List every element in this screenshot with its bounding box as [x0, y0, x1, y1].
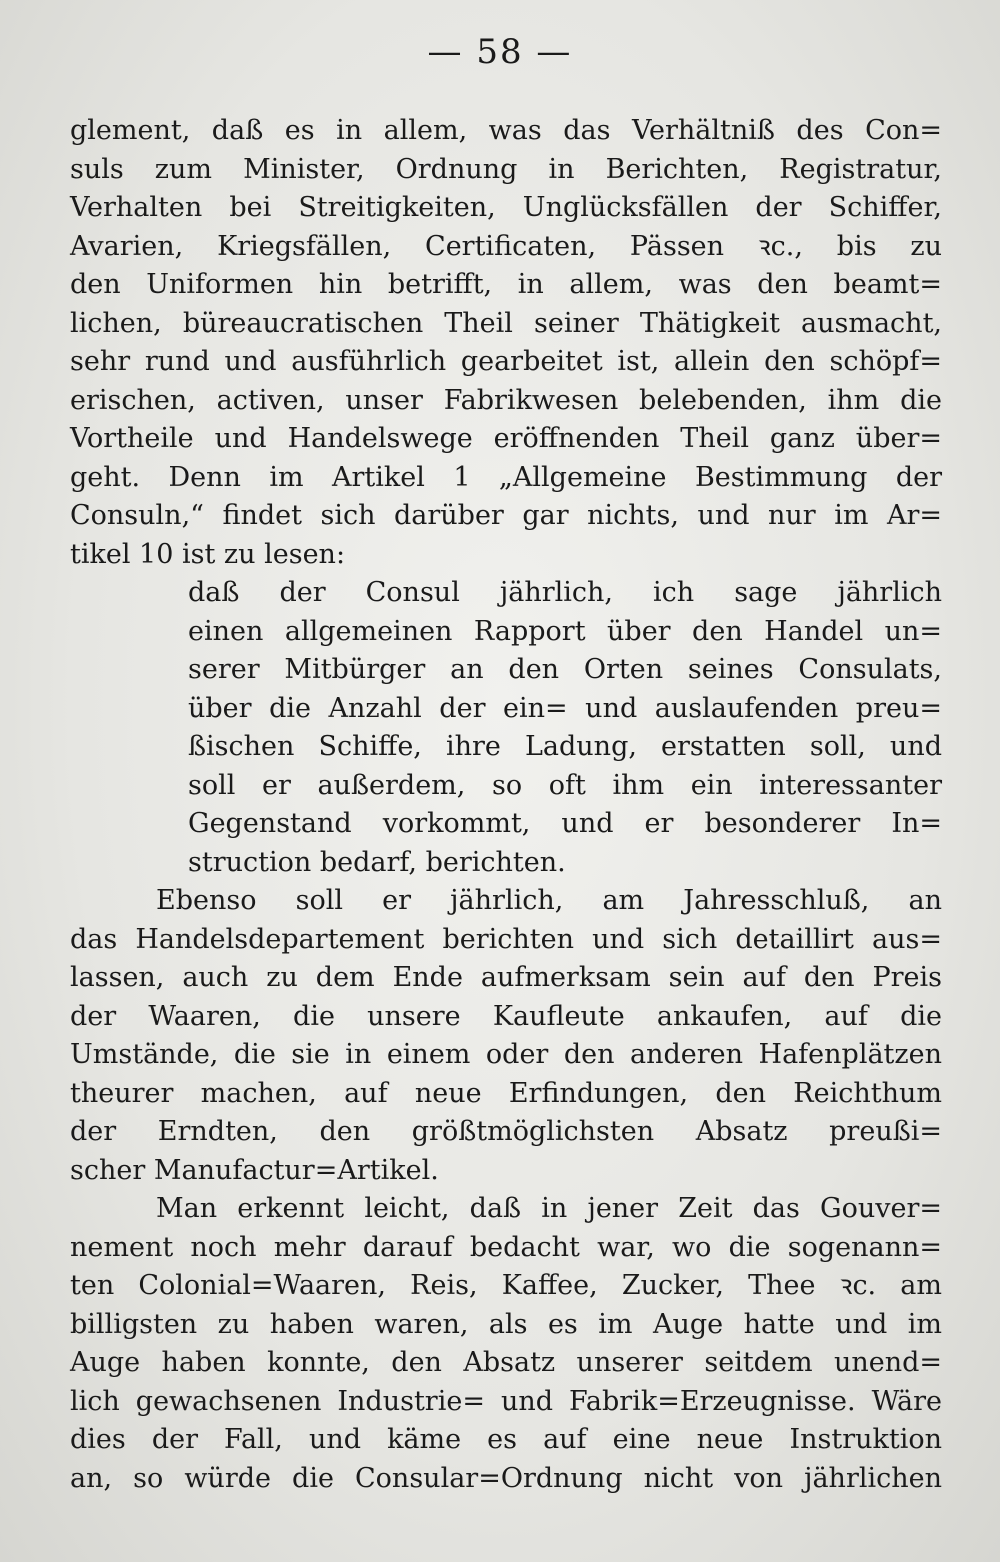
text-line: das Handelsdepartement berichten und sich detaillirt aus=	[70, 923, 942, 955]
text-line: glement, daß es in allem, was das Verhältniß des Con=	[70, 115, 942, 146]
quoted-text-line: ßischen Schiffe, ihre Ladung, erstatten soll, und	[188, 731, 942, 762]
text-line: theurer machen, auf neue Erfindungen, den Reichthum	[70, 1077, 942, 1109]
paragraph-first-line: Man erkennt leicht, daß in jener Zeit das Gouver=	[156, 1193, 942, 1224]
text-line: sehr rund und ausführlich gearbeitet ist, allein den schöpf=	[70, 346, 942, 377]
quoted-text-line: einen allgemeinen Rapport über den Handel un=	[188, 615, 942, 647]
text-line: geht. Denn im Artikel 1 „Allgemeine Bestimmung der	[70, 461, 942, 493]
paragraph-first-line: Ebenso soll er jährlich, am Jahresschluß, an	[156, 885, 942, 916]
text-line: dies der Fall, und käme es auf eine neue Instruktion	[70, 1424, 942, 1455]
quoted-text-line: daß der Consul jährlich, ich sage jährlich	[188, 577, 942, 608]
text-line: lassen, auch zu dem Ende aufmerksam sein auf den Preis	[70, 962, 942, 993]
text-line: scher Manufactur=Artikel.	[70, 1154, 439, 1186]
text-line: an, so würde die Consular=Ordnung nicht von jährlichen	[70, 1462, 942, 1494]
text-line: Avarien, Kriegsfällen, Certificaten, Pässen ꝛc., bis zu	[70, 230, 942, 262]
text-line: den Uniformen hin betrifft, in allem, was den beamt=	[70, 269, 942, 300]
text-line: tikel 10 ist zu lesen:	[70, 538, 346, 570]
text-line: der Waaren, die unsere Kaufleute ankaufen, auf die	[70, 1000, 942, 1032]
text-line: Consuln,“ findet sich darüber gar nichts, und nur im Ar=	[70, 500, 942, 531]
quoted-text-line: serer Mitbürger an den Orten seines Consulats,	[188, 654, 942, 685]
quoted-text-line: soll er außerdem, so oft ihm ein interessanter	[188, 769, 942, 801]
text-line: Auge haben konnte, den Absatz unserer seitdem unend=	[70, 1347, 942, 1378]
text-line: Umstände, die sie in einem oder den anderen Hafenplätzen	[70, 1039, 942, 1070]
text-line: Vortheile und Handelswege eröffnenden Theil ganz über=	[70, 423, 942, 454]
quoted-text-line: struction bedarf, berichten.	[188, 846, 566, 878]
quoted-text-line: Gegenstand vorkommt, und er besonderer In=	[188, 808, 942, 839]
text-line: suls zum Minister, Ordnung in Berichten, Registratur,	[70, 153, 942, 185]
quoted-text-line: über die Anzahl der ein= und auslaufenden preu=	[188, 692, 942, 724]
text-line: der Erndten, den größtmöglichsten Absatz preußi=	[70, 1116, 942, 1147]
page-number: — 58 —	[427, 32, 573, 72]
text-line: nement noch mehr darauf bedacht war, wo die sogenann=	[70, 1231, 942, 1263]
text-line: billigsten zu haben waren, als es im Auge hatte und im	[70, 1308, 942, 1340]
text-line: erischen, activen, unser Fabrikwesen belebenden, ihm die	[70, 384, 942, 416]
text-line: Verhalten bei Streitigkeiten, Unglücksfällen der Schiffer,	[70, 192, 942, 223]
text-line: ten Colonial=Waaren, Reis, Kaffee, Zucker, Thee ꝛc. am	[70, 1270, 942, 1301]
text-line: lich gewachsenen Industrie= und Fabrik=Erzeugnisse. Wäre	[70, 1385, 942, 1417]
page-body-text	[70, 112, 942, 1498]
text-line: lichen, büreaucratischen Theil seiner Thätigkeit ausmacht,	[70, 307, 942, 339]
